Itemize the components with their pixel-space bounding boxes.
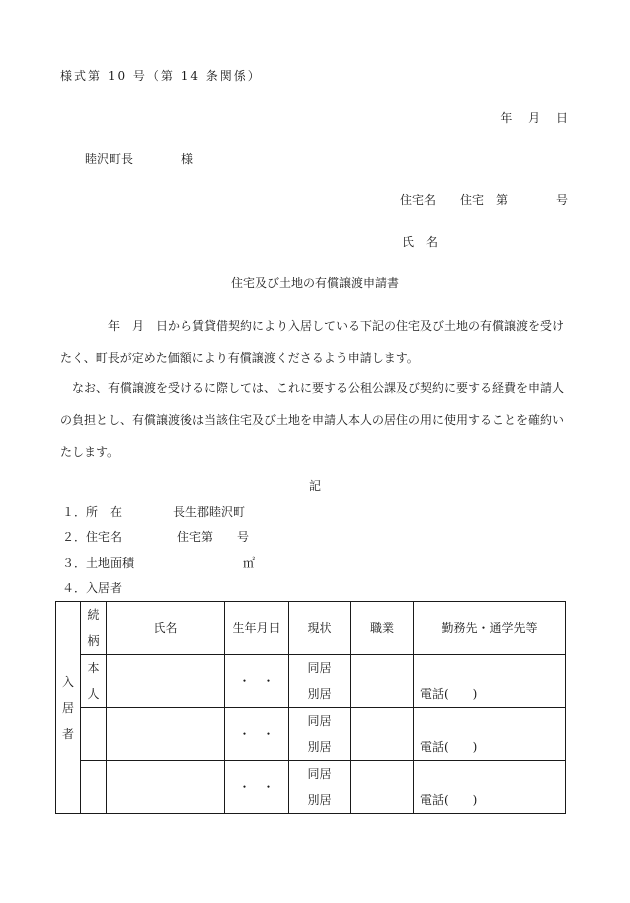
date-line: 年 月 日 <box>500 111 568 125</box>
item-housing-value: 住宅第 号 <box>177 530 250 544</box>
document-title: 住宅及び土地の有償譲渡申請書 <box>230 276 399 290</box>
row-occupation-cell[interactable] <box>351 761 414 814</box>
row-name-cell[interactable] <box>107 708 225 761</box>
item-land-unit: ㎡ <box>243 556 256 570</box>
item-location-label: １．所 在 <box>62 505 123 519</box>
paragraph-request: 年 月 日から賃貸借契約により入居している下記の住宅及び土地の有償譲渡を受けたく、町長が定めた価額により有償譲渡くださるよう申請します。 <box>60 319 565 365</box>
header-workplace: 勤務先・通学先等 <box>414 602 566 655</box>
item-residents-label: ４．入居者 <box>62 581 123 595</box>
row-occupation-cell[interactable] <box>351 708 414 761</box>
row-occupation-cell[interactable] <box>351 655 414 708</box>
header-occupation: 職業 <box>351 602 414 655</box>
paragraph-pledge: なお、有償譲渡を受けるに際しては、これに要する公租公課及び契約に要する経費を申請人の負担とし、有償譲渡後は当該住宅及び土地を申請人本人の居住の用に使用することを確約いたします。 <box>60 381 565 459</box>
applicant-name-label: 氏 名 <box>402 235 439 249</box>
row-relation[interactable] <box>81 708 107 761</box>
header-status: 現状 <box>289 602 351 655</box>
row-relation: 本 人 <box>81 655 107 708</box>
header-birthdate: 生年月日 <box>225 602 289 655</box>
residents-side-label: 入 居 者 <box>56 602 81 814</box>
row-name-cell[interactable] <box>107 655 225 708</box>
row-status: 同居 別居 <box>289 761 351 814</box>
header-relation: 続 柄 <box>81 602 107 655</box>
table-row <box>56 655 566 708</box>
resident-table <box>55 601 566 814</box>
row-phone[interactable]: 電話( ) <box>414 655 566 708</box>
row-birthdate[interactable]: ・・ <box>225 655 289 708</box>
table-header-row <box>56 602 566 655</box>
header-name: 氏名 <box>107 602 225 655</box>
row-phone[interactable]: 電話( ) <box>414 761 566 814</box>
applicant-address: 住宅名 住宅 第 号 <box>399 193 568 207</box>
row-birthdate[interactable]: ・・ <box>225 761 289 814</box>
item-land-label: ３．土地面積 <box>62 556 135 570</box>
table-row <box>56 761 566 814</box>
item-location-value: 長生郡睦沢町 <box>173 505 246 519</box>
row-relation[interactable] <box>81 761 107 814</box>
addressee: 睦沢町長 様 <box>85 152 194 166</box>
row-status: 同居 別居 <box>289 708 351 761</box>
row-name-cell[interactable] <box>107 761 225 814</box>
row-birthdate[interactable]: ・・ <box>225 708 289 761</box>
ki-heading: 記 <box>308 479 321 493</box>
item-housing-label: ２．住宅名 <box>62 530 123 544</box>
table-row <box>56 708 566 761</box>
row-status: 同居 別居 <box>289 655 351 708</box>
row-phone[interactable]: 電話( ) <box>414 708 566 761</box>
form-number: 様式第 10 号（第 14 条関係） <box>60 69 262 83</box>
